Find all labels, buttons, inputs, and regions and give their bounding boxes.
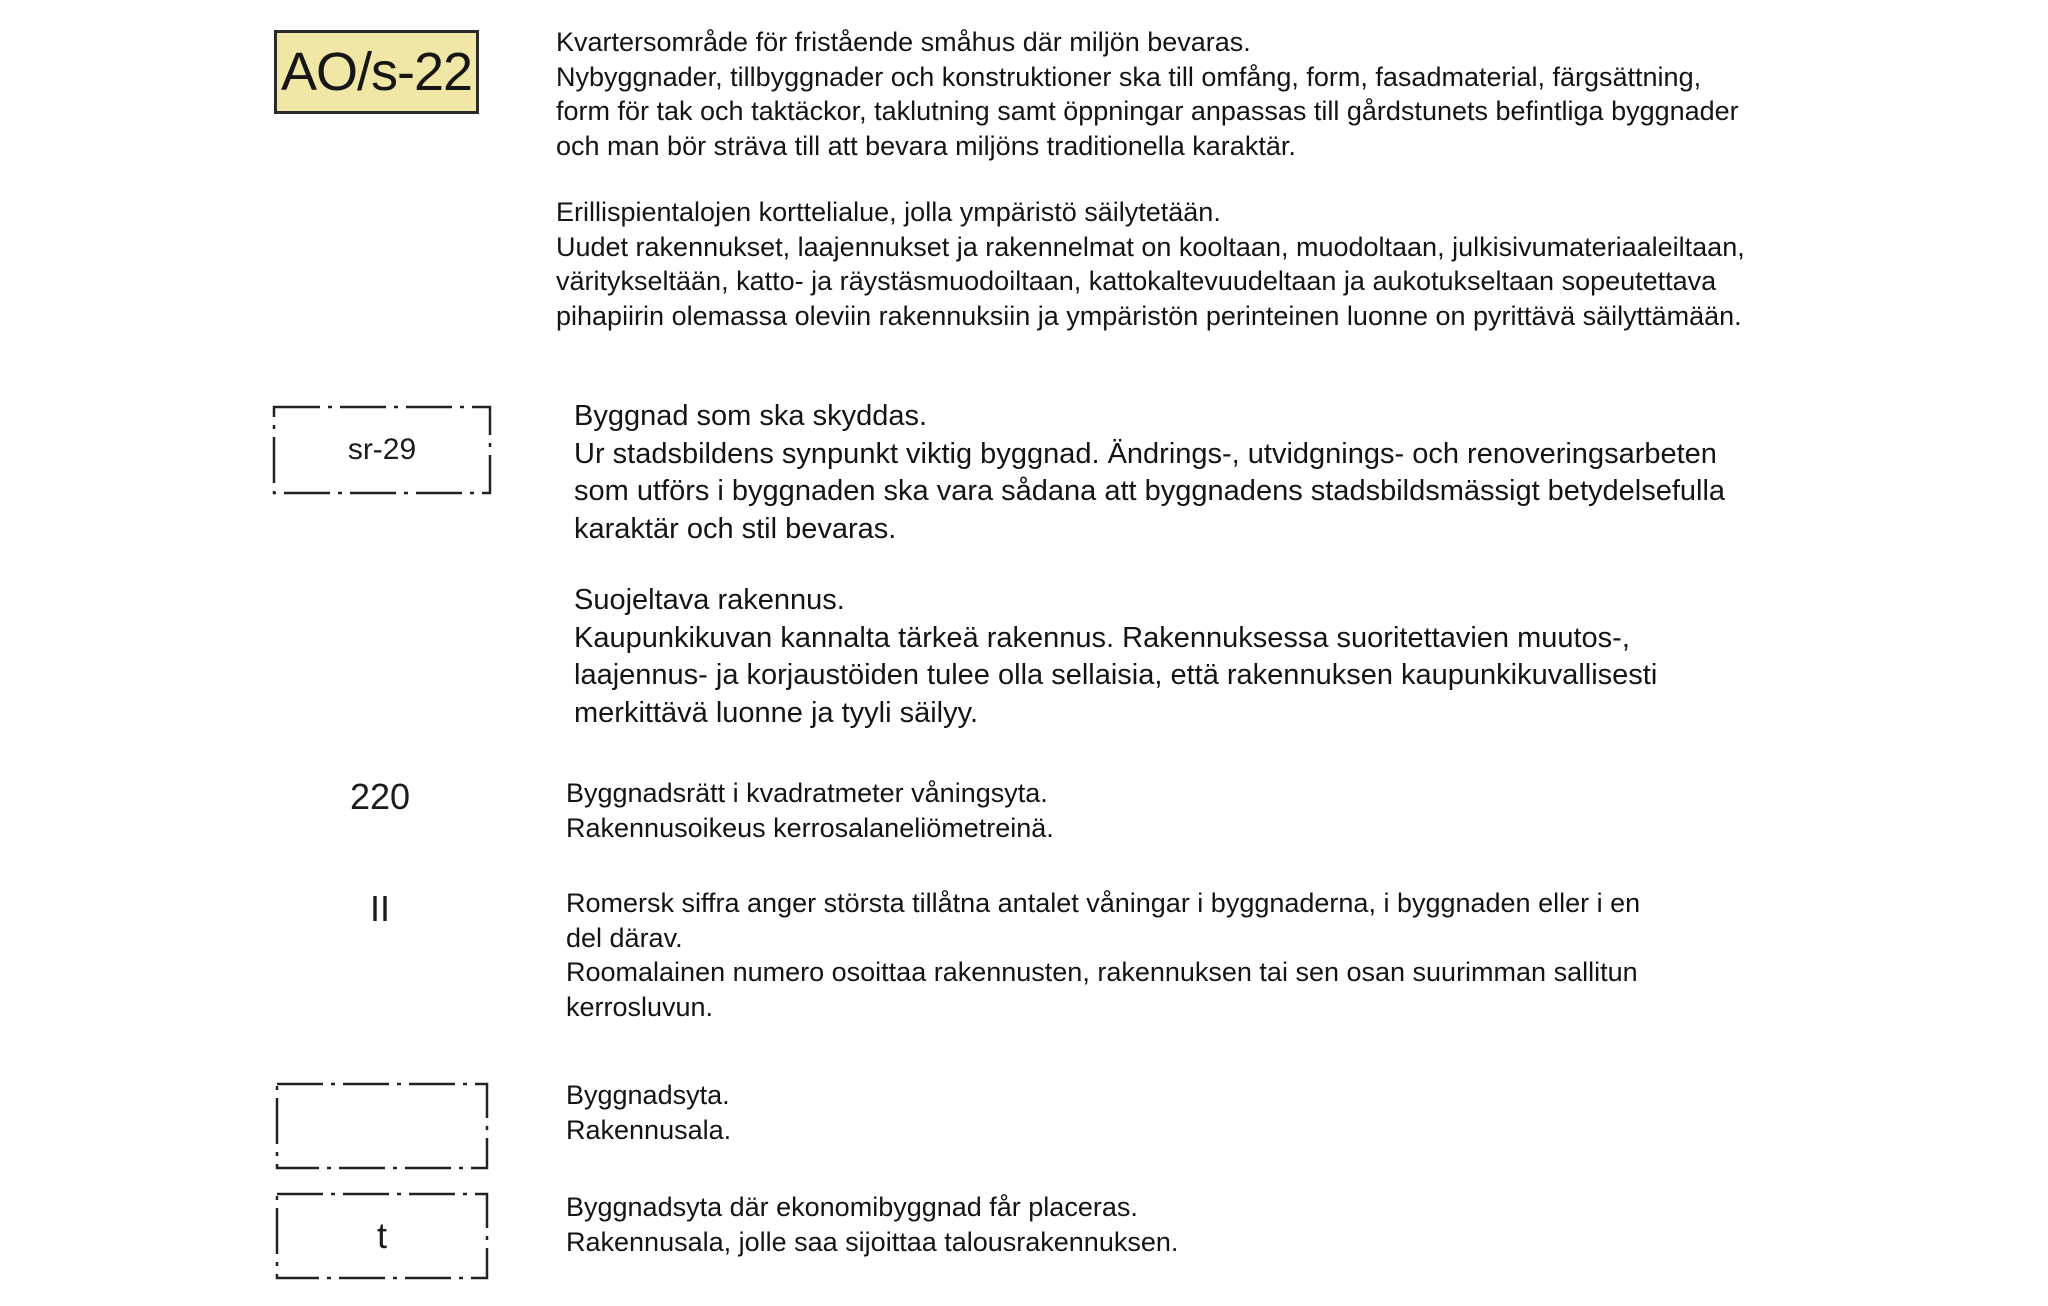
text-line: Ur stadsbildens synpunkt viktig byggnad. Ändrings-, utvidgnings- och renoveringsarbeten — [574, 437, 1717, 470]
text-line: pihapiirin olemassa oleviin rakennuksiin ja ympäristön perinteinen luonne on pyrittävä säilyttämään. — [556, 300, 1742, 331]
text-line: karaktär och stil bevaras. — [574, 512, 897, 545]
legend-description-floors — [566, 886, 1640, 1024]
swedish-text — [556, 25, 1745, 163]
legend-description-sr-29 — [574, 398, 1725, 732]
dashed-box-label: sr-29 — [347, 433, 417, 466]
text-line: kerrosluvun. — [566, 991, 714, 1022]
text-line: Byggnadsyta. — [566, 1080, 730, 1110]
zone-badge-ao-s-22 — [274, 30, 479, 114]
text-line: del därav. — [566, 922, 683, 953]
text-line: laajennus- ja korjaustöiden tulee olla sellaisia, että rakennuksen kaupunkikuvallisesti — [574, 659, 1658, 691]
text-line: Rakennusala, jolle saa sijoittaa talousrakennuksen. — [566, 1226, 1179, 1257]
text-line: Kaupunkikuvan kannalta tärkeä rakennus. Rakennuksessa suoritettavien muutos-, — [574, 621, 1630, 654]
dashed-box-sr-29 — [272, 405, 492, 495]
text-line: Rakennusoikeus kerrosalaneliömetreinä. — [566, 812, 1054, 843]
text-line: väritykseltään, katto- ja räystäsmuodoiltaan, kattokaltevuudeltaan ja aukotukseltaan sopeutettava — [556, 266, 1717, 296]
dash-dot-outline — [275, 1082, 489, 1170]
legend-description-building-rights — [566, 776, 1054, 845]
text-line: Byggnad som ska skyddas. — [574, 400, 928, 432]
text-line: Erillispientalojen korttelialue, jolla ympäristö säilytetään. — [556, 197, 1221, 227]
building-rights-number — [330, 772, 430, 822]
finnish-text — [574, 582, 1725, 732]
text-line: Roomalainen numero osoittaa rakennusten, rakennuksen tai sen osan suurimman sallitun — [566, 957, 1638, 987]
zone-badge-label: AO/s-22 — [280, 42, 473, 102]
text-line: Uudet rakennukset, laajennukset ja rakennelmat on kooltaan, muodoltaan, julkisivumateriaaleiltaan, — [556, 231, 1745, 262]
text-line: Suojeltava rakennus. — [574, 584, 845, 616]
dashed-box-building-area — [275, 1082, 489, 1170]
text-line: som utförs i byggnaden ska vara sådana att byggnadens stadsbildsmässigt betydelsefulla — [574, 475, 1726, 507]
floor-count-label: II — [369, 888, 390, 929]
text-line: Rakennusala. — [566, 1114, 732, 1145]
text-line: Nybyggnader, tillbyggnader och konstruktioner ska till omfång, form, fasadmaterial, färgsättning, — [556, 61, 1702, 92]
dashed-box-outbuilding-area — [275, 1192, 489, 1280]
legend-description-building-area — [566, 1078, 731, 1147]
text-line: merkittävä luonne ja tyyli säilyy. — [574, 696, 979, 729]
text-line: Byggnadsyta där ekonomibyggnad får placeras. — [566, 1192, 1138, 1222]
dashed-box-label: t — [376, 1215, 387, 1256]
text-line: och man bör sträva till att bevara miljöns traditionella karaktär. — [556, 130, 1296, 161]
legend-description-ao-s-22 — [556, 25, 1745, 333]
building-rights-label: 220 — [349, 776, 411, 817]
swedish-text — [574, 398, 1725, 548]
floor-count-numeral — [350, 884, 410, 934]
legend-description-outbuilding-area — [566, 1190, 1178, 1259]
text-line: Kvartersområde för fristående småhus där miljön bevaras. — [556, 27, 1251, 57]
finnish-text — [556, 195, 1745, 333]
text-line: Byggnadsrätt i kvadratmeter våningsyta. — [566, 778, 1048, 808]
text-line: Romersk siffra anger största tillåtna antalet våningar i byggnaderna, i byggnaden eller i en — [566, 888, 1641, 918]
text-line: form för tak och taktäckor, taklutning samt öppningar anpassas till gårdstunets befintliga byggnader — [556, 96, 1739, 126]
